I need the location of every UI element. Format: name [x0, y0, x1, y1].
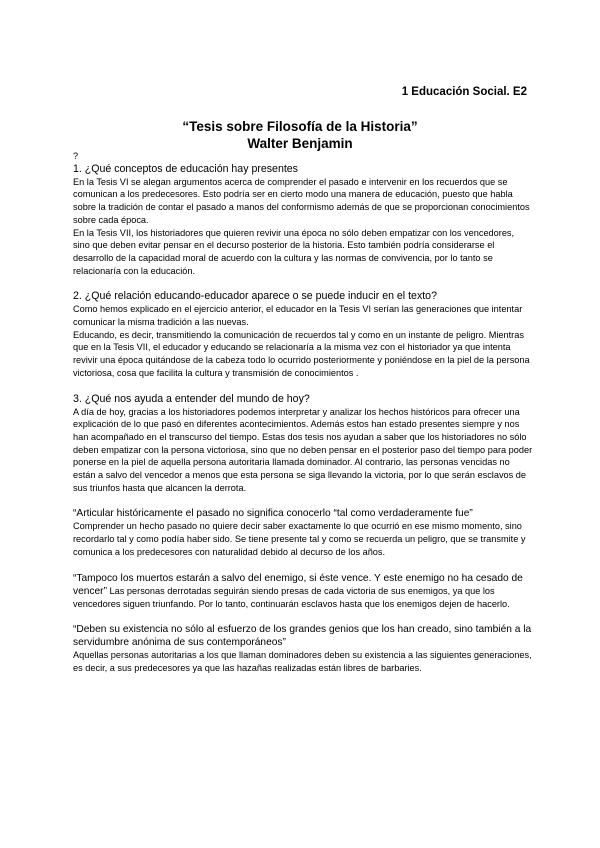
question-3: 3. ¿Qué nos ayuda a entender del mundo de hoy?: [73, 392, 310, 405]
quote-3: “Deben su existencia no sólo al esfuerzo de los grandes genios que los han creado, sino también a la servidumbre anónima de sus contemporáneos”: [73, 624, 532, 649]
answer-1-paragraph-2: En la Tesis VII, los historiadores que quieren revivir una época no sólo deben empatizar con los vencedores, sino que deben evitar pensar en el decurso posterior de la historia. Esto también podría considerarse el desarrollo de la capacidad moral de acuerdo con la cultura y las normas de convivencia, por lo tanto se relacionaría con la educación.: [73, 227, 515, 276]
answer-2-paragraph-2: Educando, es decir, transmitiendo la comunicación de recuerdos tal y como en un instante de peligro. Mientras que en la Tesis VII, el educador y educando se relacionaría a la misma vez con el historiador ya que intenta revivir una época quitándose de la cabeza todo lo ocurrido posteriormente y poniéndose en la piel de la persona victoriosa, cosa que facilita la cultura y transmisión de conocimientos .: [73, 329, 530, 378]
quote-2: “Tampoco los muertos estarán a salvo del enemigo, si éste vence. Y este enemigo no ha cesado de vencer”: [73, 572, 523, 597]
section-1: [73, 163, 533, 278]
section-2: [73, 290, 533, 379]
question-2: 2. ¿Qué relación educando-educador aparece o se puede inducir en el texto?: [73, 290, 437, 303]
document-title: [0, 118, 600, 152]
title-line-1: “Tesis sobre Filosofía de la Historia”: [182, 119, 418, 134]
answer-2-paragraph-1: Como hemos explicado en el ejercicio anterior, el educador en la Tesis VI serían las generaciones que intentar comunicar la misma tradición a las nuevas.: [73, 304, 523, 328]
quote-block-1: [73, 507, 533, 558]
title-author: Walter Benjamin: [247, 136, 353, 151]
quote-1-comment: Comprender un hecho pasado no quiere decir saber exactamente lo que ocurrió en ese mismo momento, sino recordarlo tal y como podía haber sido. Se tiene presente tal y como se recuerda un peligro, que se transmite y comunica a los predecesores con naturalidad debido al decurso de los años.: [73, 521, 526, 557]
question-1: 1. ¿Qué conceptos de educación hay presentes: [73, 162, 298, 175]
section-3: [73, 393, 533, 495]
quote-2-comment: Las personas derrotadas seguirán siendo presas de cada victoria de sus enemigos, ya que los vencedores siguen triunfando. Por lo tanto, continuarán esclavos hasta que los enemigos dejen de hacerlo.: [73, 585, 510, 609]
quote-block-2: [73, 572, 533, 611]
answer-3-paragraph-1: A día de hoy, gracias a los historiadores podemos interpretar y analizar los hechos históricos para ofrecer una explicación de lo que pasó en diferentes acontecimientos. Además estos han estado presentes siempre y nos han acompañado en el transcurso del tiempo. Estas dos tesis nos ayudan a saber que los historiadores no sólo deben empatizar con la persona victoriosa, sino que no deben pensar en el posterior paso del tiempo para poder ponerse en la piel de aquella persona autoritaria llamada dominador. Al contrario, las personas vencidas no están a salvo del vencedor a menos que esta persona se siga llevando la victoria, por lo que serán esclavos de sus triunfos hasta que alcancen la derrota.: [73, 406, 533, 493]
question-mark-marker: ?: [73, 151, 79, 161]
answer-1-paragraph-1: En la Tesis VI se alegan argumentos acerca de comprender el pasado e intervenir en los recuerdos que se comunican a los predecesores. Esto podría ser en cierto modo una manera de educación, puesto que habla sobre la tradición de contar el pasado a manos del conformismo además de que se proporcionan conocimientos sobre cada época.: [73, 176, 530, 225]
quote-3-comment: Aquellas personas autoritarias a los que llaman dominadores deben su existencia a las siguientes generaciones, es decir, a sus predecesores ya que las hazañas realizadas están libres de barbaries.: [73, 650, 532, 673]
quote-block-3: [73, 623, 533, 674]
course-label: 1 Educación Social. E2: [401, 86, 527, 98]
quote-1: “Articular históricamente el pasado no significa conocerlo “tal como verdaderamente fue”: [73, 508, 473, 520]
quote-2-paragraph: [73, 572, 533, 611]
document-body: [73, 150, 533, 688]
